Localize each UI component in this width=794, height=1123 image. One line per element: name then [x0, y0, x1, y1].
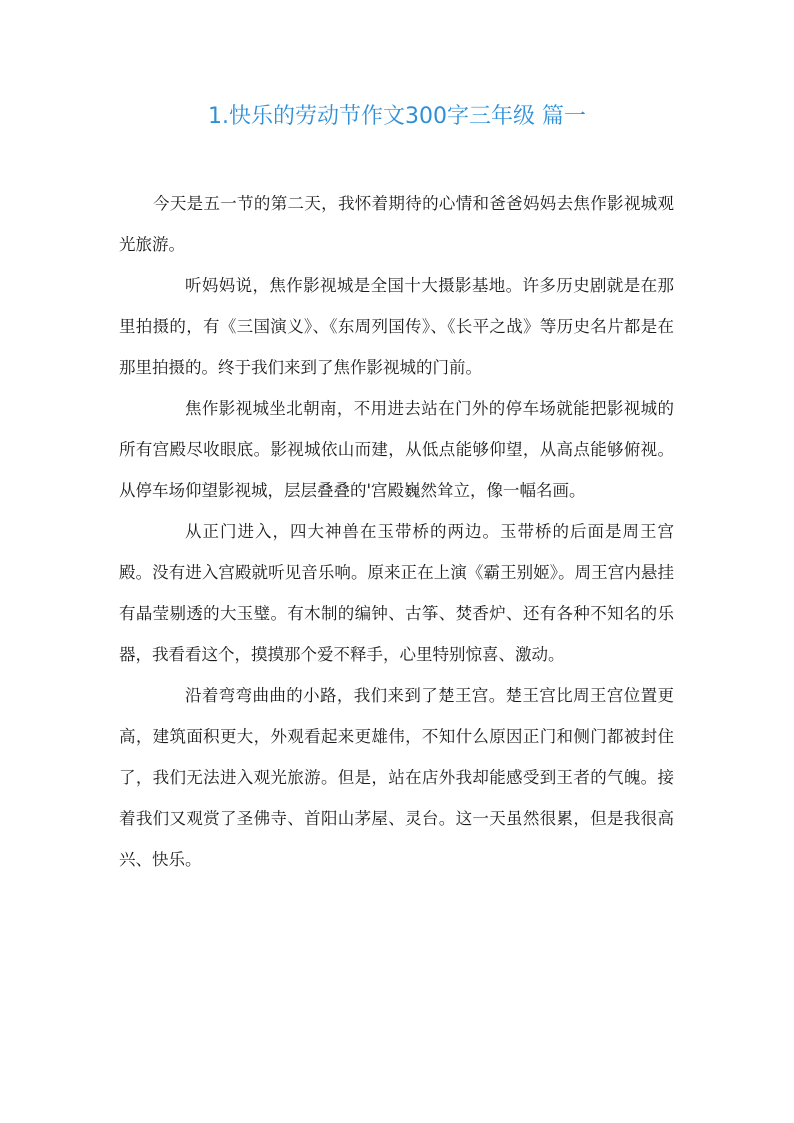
document-body	[119, 183, 674, 880]
paragraph-1: 今天是五一节的第二天，我怀着期待的心情和爸爸妈妈去焦作影视城观光旅游。	[119, 194, 674, 254]
paragraph-3: 焦作影视城坐北朝南，不用进去站在门外的停车场就能把影视城的所有宫殿尽收眼底。影视城依山而建，从低点能够仰望，从高点能够俯视。从停车场仰望影视城，层层叠叠的'宫殿巍然耸立，像一幅名画。	[119, 399, 674, 500]
document-title: 1.快乐的劳动节作文300字三年级 篇一	[208, 104, 586, 129]
paragraph-2: 听妈妈说，焦作影视城是全国十大摄影基地。许多历史剧就是在那里拍摄的，有《三国演义》、《东周列国传》、《长平之战》等历史名片都是在那里拍摄的。终于我们来到了焦作影视城的门前。	[119, 276, 674, 377]
paragraph-5: 沿着弯弯曲曲的小路，我们来到了楚王宫。楚王宫比周王宫位置更高，建筑面积更大，外观看起来更雄伟，不知什么原因正门和侧门都被封住了，我们无法进入观光旅游。但是，站在店外我却能感受到王者的气魄。接着我们又观赏了圣佛寺、首阳山茅屋、灵台。这一天虽然很累，但是我很高兴、快乐。	[119, 686, 674, 869]
paragraph-4: 从正门进入，四大神兽在玉带桥的两边。玉带桥的后面是周王宫殿。没有进入宫殿就听见音乐响。原来正在上演《霸王别姬》。周王宫内悬挂有晶莹剔透的大玉璧。有木制的编钟、古筝、焚香炉、还有各种不知名的乐器，我看看这个，摸摸那个爱不释手，心里特别惊喜、激动。	[119, 522, 674, 664]
